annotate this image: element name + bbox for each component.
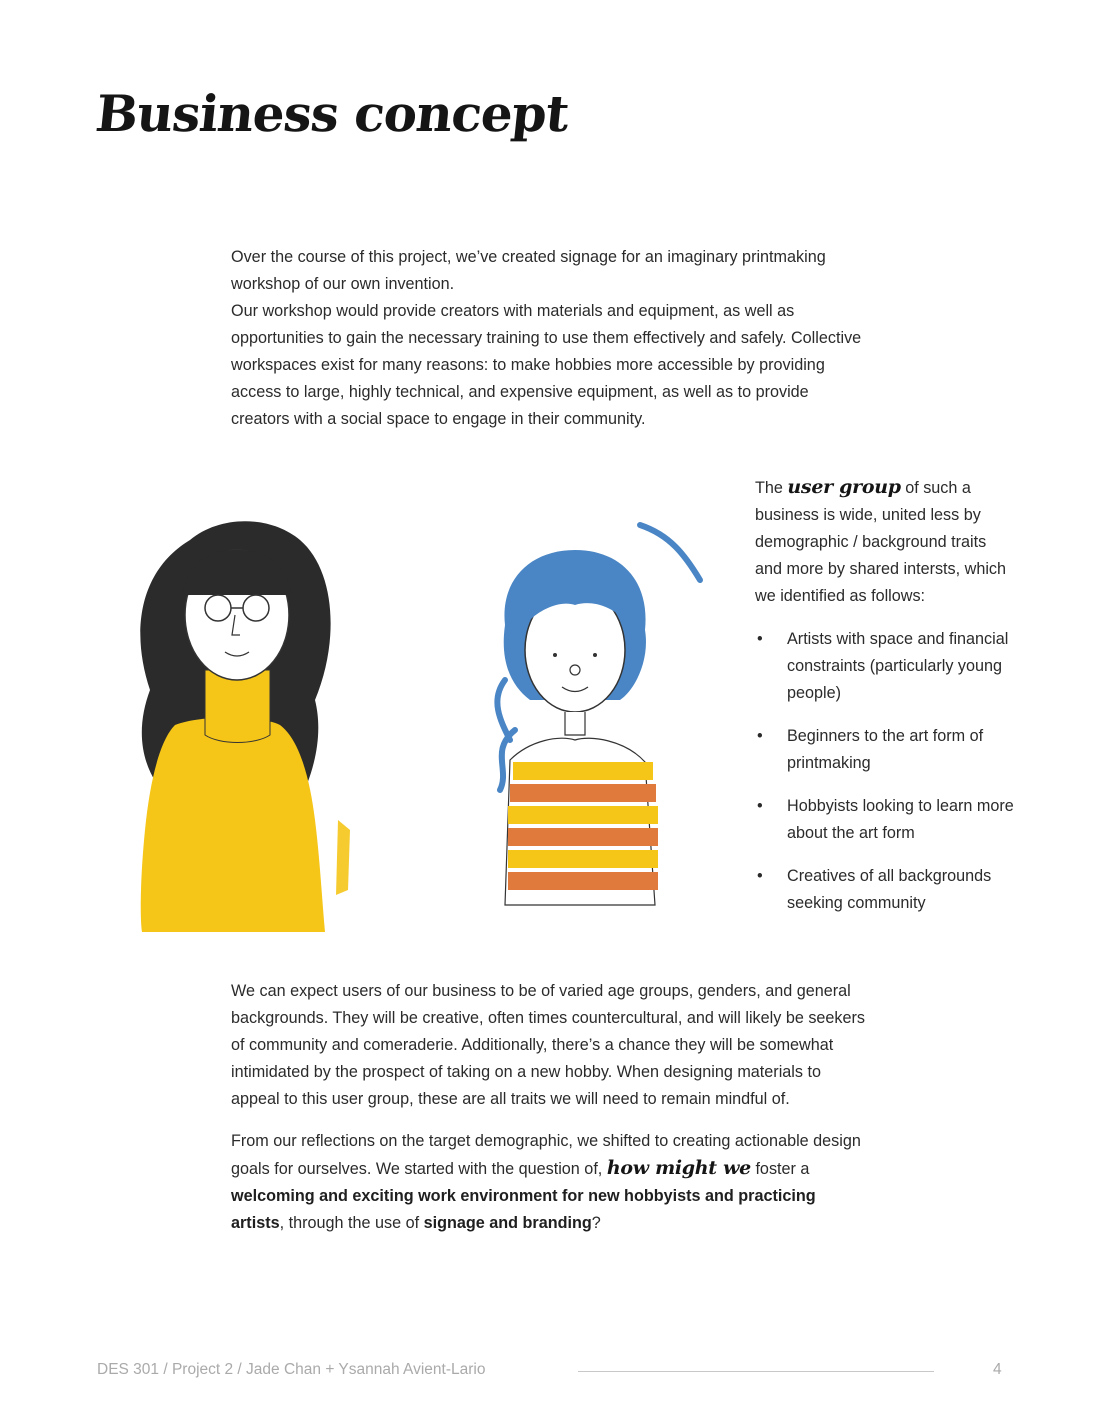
list-item [755,723,1015,777]
page-number: 4 [993,1361,1002,1378]
intro-section [231,244,871,433]
user-group-highlight: user group [787,476,901,498]
goals-text-1: From our reflections on the target demographic, we shifted to creating actionable design goals for ourselves. We started with the question of, [231,1132,861,1178]
intro-paragraph-1: Over the course of this project, we’ve created signage for an imaginary printmaking workshop of our own invention. [231,248,826,293]
list-item [755,863,1015,917]
list-item [755,626,1015,707]
user-group-section [755,474,1015,933]
list-item-text: Beginners to the art form of printmaking [787,727,984,772]
goals-text-3: , through the use of [279,1214,420,1232]
boy-illustration [497,525,700,905]
list-item-text: Hobbyists looking to learn more about the art form [787,797,1014,842]
list-item-text: Artists with space and financial constraints (particularly young people) [787,630,1009,702]
expectations-paragraph: We can expect users of our business to be of varied age groups, genders, and general backgrounds. They will be creative, often times countercultural, and will likely be seekers of community and comeraderie. Additionally, there’s a chance they will be somewhat intimidated by the prospect of taking on a new hobby. When designing materials to appeal to this user group, these are all traits we will need to remain mindful of. [231,982,866,1108]
user-group-post: of such a business is wide, united less by demographic / background traits and more by shared intersts, which we identified as follows: [755,479,1007,605]
bullet-icon: • [757,867,763,885]
list-item [755,793,1015,847]
bullet-icon: • [757,797,763,815]
user-group-list [755,626,1015,917]
goals-text-2: foster a [755,1160,810,1178]
girl-illustration [140,521,350,932]
bullet-icon: • [757,727,763,745]
list-item-text: Creatives of all backgrounds seeking community [787,867,992,912]
user-group-pre: The [755,479,783,497]
user-group-intro [755,474,1015,610]
footer-divider [578,1371,934,1372]
intro-paragraph-2: Our workshop would provide creators with materials and equipment, as well as opportunities to gain the necessary training to use them effectively and safely. Collective workspaces exist for many reasons: to make hobbies more accessible by providing access to large, highly technical, and expensive equipment, as well as to provide creators with a social space to engage in their community. [231,302,862,428]
page-title: Business concept [92,84,572,143]
goals-bold-2: signage and branding [423,1214,592,1232]
goals-bold-1: welcoming and exciting work environment for new hobbyists and practicing artists [231,1187,816,1232]
footer-credit: DES 301 / Project 2 / Jade Chan + Ysannah Avient-Lario [97,1361,486,1378]
bullet-icon: • [757,630,763,648]
how-might-we-highlight: how might we [606,1157,751,1179]
design-goals-paragraph [231,1128,871,1237]
goals-text-4: ? [591,1214,601,1232]
character-illustrations [110,500,730,940]
